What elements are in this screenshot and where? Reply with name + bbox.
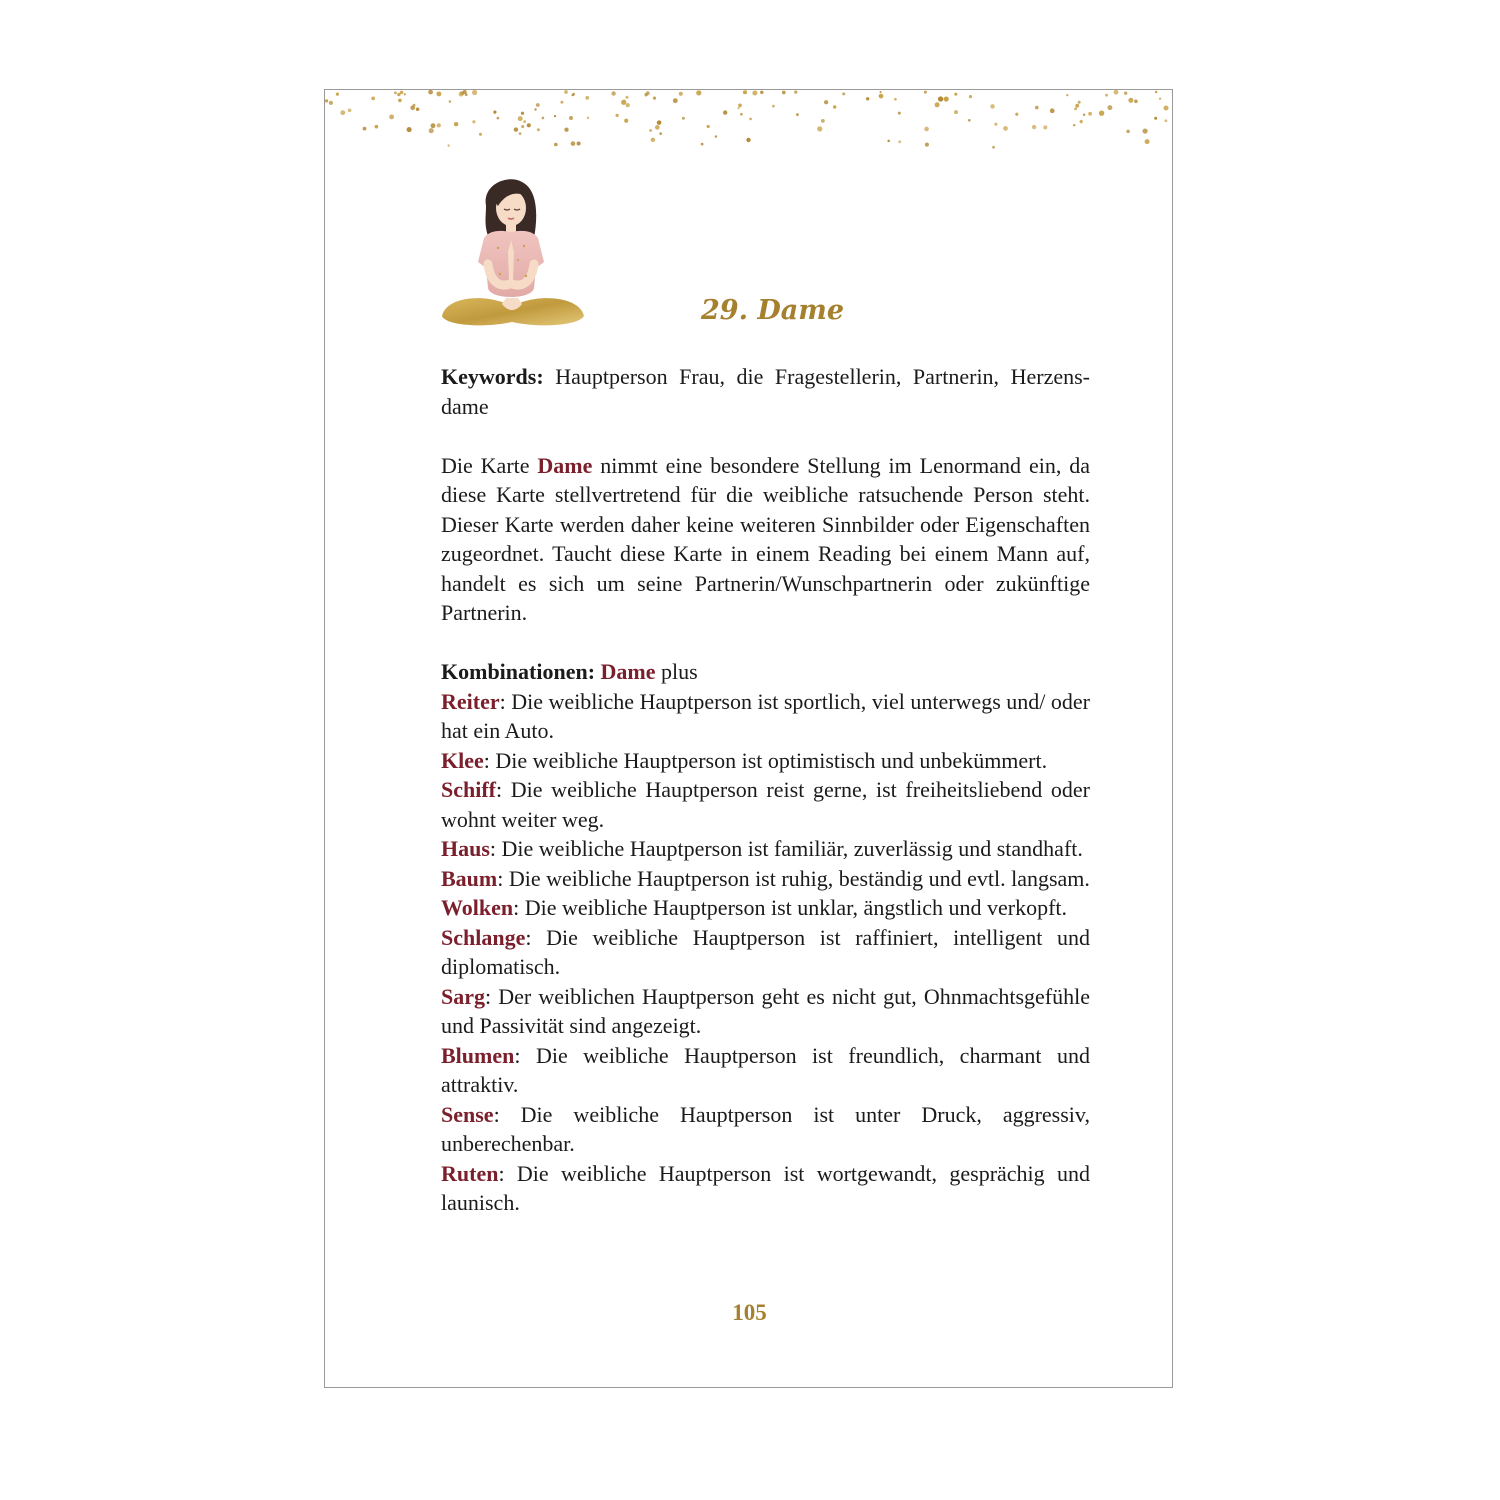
combination-item xyxy=(441,834,1090,864)
intro-paragraph xyxy=(441,451,1090,628)
chapter-title: 29. Dame xyxy=(701,295,845,326)
combination-item xyxy=(441,1041,1090,1100)
combination-item xyxy=(441,864,1090,894)
keywords-label: Keywords: xyxy=(441,364,544,389)
combination-card-name: Baum xyxy=(441,865,498,891)
intro-text-start: Die Karte xyxy=(441,452,538,478)
combination-card-name: Schlange xyxy=(441,924,526,950)
combination-card-name: Sense xyxy=(441,1101,494,1127)
keywords-paragraph xyxy=(441,362,1090,421)
combination-text: : Die weibliche Hauptperson ist familiär, zuverlässig und standhaft. xyxy=(489,836,1083,861)
keywords-text: Hauptperson Frau, die Fragestellerin, Partnerin, Herzens-dame xyxy=(441,364,1090,419)
combinations-card: Dame xyxy=(600,659,656,684)
book-page xyxy=(324,89,1173,1388)
combination-text: : Die weibliche Hauptperson ist optimistisch und unbekümmert. xyxy=(483,747,1048,773)
gold-confetti-decoration xyxy=(325,90,1173,152)
combination-card-name: Ruten xyxy=(441,1160,499,1186)
card-name-dame: Dame xyxy=(537,452,593,478)
combination-item xyxy=(441,893,1090,923)
body-text xyxy=(441,362,1090,1218)
combination-item xyxy=(441,1159,1090,1218)
combinations-label: Kombinationen: xyxy=(441,659,596,684)
page-number: 105 xyxy=(732,1300,767,1325)
combination-item xyxy=(441,982,1090,1041)
combination-text: : Die weibliche Hauptperson ist ruhig, beständig und evtl. langsam. xyxy=(497,865,1090,891)
combination-item xyxy=(441,687,1090,746)
combination-text: : Der weiblichen Hauptperson geht es nicht gut, Ohnmachtsgefühle und Passivität sind angezeigt. xyxy=(441,983,1090,1038)
combination-item xyxy=(441,746,1090,776)
meditating-woman-illustration xyxy=(438,176,586,328)
combination-text: : Die weibliche Hauptperson ist sportlich, viel unterwegs und/ oder hat ein Auto. xyxy=(441,688,1090,743)
combinations-heading xyxy=(441,657,1090,687)
combination-card-name: Schiff xyxy=(441,777,496,802)
combinations-list xyxy=(441,687,1090,1218)
combination-text: : Die weibliche Hauptperson ist wortgewandt, gesprächig und launisch. xyxy=(441,1160,1090,1215)
combination-item xyxy=(441,775,1090,834)
combination-card-name: Reiter xyxy=(441,688,500,714)
combination-text: : Die weibliche Hauptperson ist freundlich, charmant und attraktiv. xyxy=(441,1042,1090,1097)
combination-card-name: Haus xyxy=(441,836,490,861)
combination-card-name: Wolken xyxy=(441,895,514,920)
combination-card-name: Klee xyxy=(441,747,484,773)
combination-item xyxy=(441,1100,1090,1159)
combination-text: : Die weibliche Hauptperson ist unklar, ängstlich und verkopft. xyxy=(513,895,1068,920)
intro-text-end: nimmt eine besondere Stellung im Lenormand ein, da diese Karte stellvertretend für die weibliche ratsuchende Person steht. Dieser Karte werden daher keine weiteren Sinnbilder oder Eigenschaften zugeordnet. Taucht diese Karte in einem Reading bei einem Mann auf, handelt es sich um seine Partnerin/Wunschpartnerin oder zukünftige Partnerin. xyxy=(441,452,1090,625)
combination-text: : Die weibliche Hauptperson reist gerne, ist freiheitsliebend oder wohnt weiter weg. xyxy=(441,777,1090,832)
combination-card-name: Blumen xyxy=(441,1042,515,1068)
combination-card-name: Sarg xyxy=(441,983,485,1009)
combination-text: : Die weibliche Hauptperson ist unter Druck, aggressiv, unberechenbar. xyxy=(441,1101,1090,1156)
combination-item xyxy=(441,923,1090,982)
combination-text: : Die weibliche Hauptperson ist raffiniert, intelligent und diplomatisch. xyxy=(441,924,1090,979)
combinations-suffix: plus xyxy=(655,659,698,684)
